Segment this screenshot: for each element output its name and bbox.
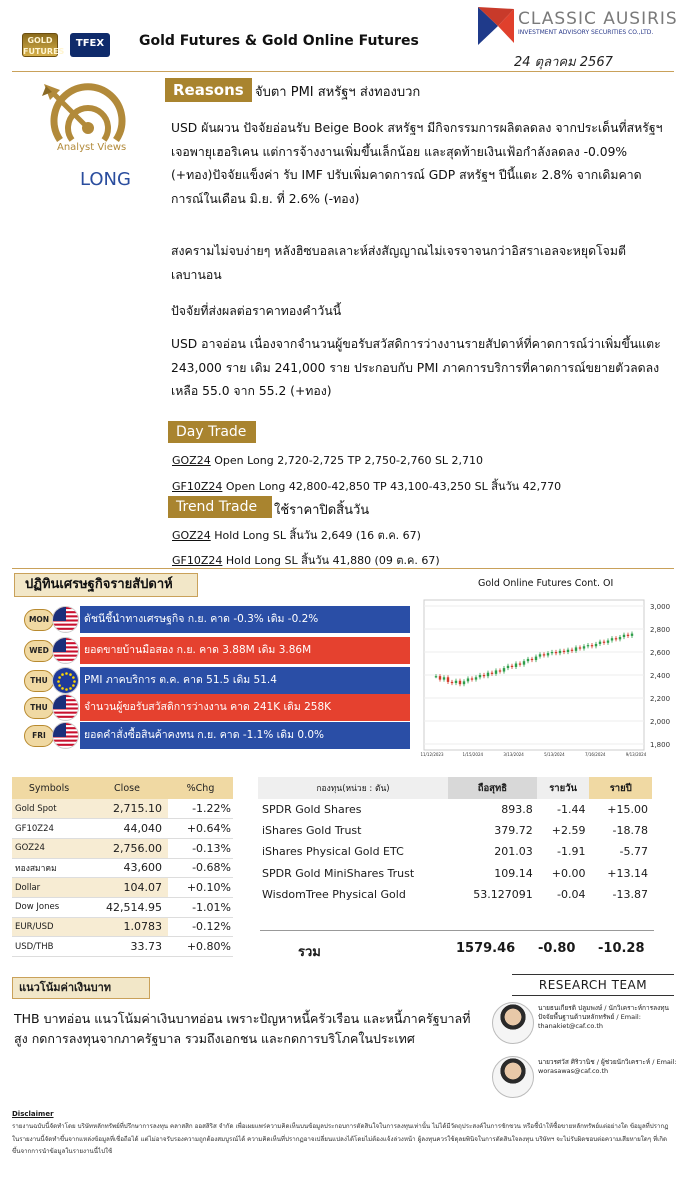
candle-body: [447, 677, 449, 682]
candle-body: [475, 677, 477, 679]
table-row: [12, 897, 233, 917]
calendar-event: [22, 666, 410, 696]
disclaimer-title: Disclaimer: [12, 1110, 54, 1118]
day-trade-line: [172, 477, 561, 495]
trade-symbol: GOZ24: [172, 454, 211, 467]
day-trade-tag: Day Trade: [168, 421, 256, 443]
candle-body: [463, 681, 465, 684]
symbol-cell: Dollar: [12, 878, 86, 898]
trend-trade-line: [172, 551, 440, 569]
close-cell: 1.0783: [86, 917, 168, 937]
chart-title: Gold Online Futures Cont. OI: [478, 578, 614, 589]
event-description: ยอดคำสั่งซื้อสินค้าคงทน ก.ย. คาด -1.1% เดิม 0.0%: [80, 722, 410, 749]
close-cell: 42,514.95: [86, 897, 168, 917]
table-row: [12, 838, 233, 858]
trend-trade-note: ใช้ราคาปิดสิ้นวัน: [274, 503, 370, 518]
us-flag-icon: [52, 722, 79, 749]
candle-body: [603, 642, 605, 643]
daily-change-cell: -1.91: [557, 845, 586, 859]
symbol-cell: GOZ24: [12, 838, 86, 858]
symbol-cell: Gold Spot: [12, 799, 86, 819]
change-cell: -0.68%: [168, 858, 233, 878]
event-day-badge: WED: [24, 640, 54, 662]
candle-body: [627, 635, 629, 636]
candle-body: [587, 645, 589, 646]
brand-subtitle: INVESTMENT ADVISORY SECURITIES CO.,LTD.: [518, 29, 654, 36]
candle-body: [467, 678, 469, 681]
change-cell: +0.10%: [168, 878, 233, 898]
daily-change-cell: +0.00: [551, 866, 586, 880]
x-tick-label: 3/13/2024: [503, 752, 524, 757]
candle-body: [519, 664, 521, 665]
total-divider: [260, 930, 654, 931]
net-holding-cell: 893.8: [501, 803, 533, 817]
x-tick-label: 9/13/2024: [625, 752, 647, 757]
column-header: กองทุน(หน่วย : ตัน): [258, 777, 448, 799]
calendar-event: [22, 721, 410, 751]
candle-body: [495, 670, 497, 673]
candle-body: [483, 675, 485, 676]
etf-total-row: [260, 934, 654, 964]
tfex-logo-text: TFEX: [75, 38, 105, 49]
candle-body: [523, 661, 525, 664]
candle-body: [583, 646, 585, 648]
table-row: [12, 799, 233, 819]
symbol-cell: USD/THB: [12, 937, 86, 957]
net-holding-cell: 109.14: [494, 866, 533, 880]
trade-symbol: GOZ24: [172, 529, 211, 542]
net-holding-cell: 53.127091: [473, 887, 533, 901]
eu-flag-icon: [52, 667, 79, 694]
calendar-event: [22, 693, 410, 723]
x-tick-label: 5/13/2024: [544, 752, 565, 757]
us-flag-icon: [52, 694, 79, 721]
thb-outlook-text: THB บาทอ่อน แนวโน้มค่าเงินบาทอ่อน เพราะปัญหาหนี้ครัวเรือน และหนี้ภาครัฐบาลที่สูง กดการลงทุนจากภาครัฐบาล รวมถึงเอกชน และกดการบริโภคในประเทศ: [14, 1011, 471, 1046]
y-tick-label: 2,600: [650, 649, 671, 657]
symbol-cell: Dow Jones: [12, 897, 86, 917]
brand-name: CLASSIC AUSIRIS: [518, 9, 678, 29]
close-cell: 2,756.00: [86, 838, 168, 858]
change-cell: -0.13%: [168, 838, 233, 858]
x-tick-label: 1/15/2024: [462, 752, 484, 757]
gold-price-chart: [418, 596, 682, 760]
fund-name-cell: WisdomTree Physical Gold: [262, 887, 406, 901]
candle-body: [591, 645, 593, 646]
symbol-cell: ทองสมาคม: [12, 858, 86, 878]
total-yearly: -10.28: [598, 941, 645, 956]
reason-paragraph: ปัจจัยที่ส่งผลต่อราคาทองคำวันนี้: [171, 304, 342, 318]
total-label: รวม: [298, 945, 321, 960]
y-tick-label: 1,800: [650, 741, 671, 749]
close-cell: 44,040: [86, 819, 168, 839]
candle-body: [623, 635, 625, 637]
header-divider: [12, 71, 674, 72]
y-tick-label: 2,200: [650, 695, 671, 703]
reason-paragraph: USD ผันผวน ปัจจัยอ่อนรับ Beige Book สหรัฐฯ มีกิจกรรมการผลิตลดลง จากประเด็นที่สหรัฐฯ เจอพายุเฮอริเคน แต่การจ้างงานเพิ่มขึ้นเล็กน้อย และสุดท้ายเงินเฟ้อกำลังลดลง -0.09% (+ทอง)ปัจจัยแข็งค่า รับ IMF ปรับเพิ่มคาดการณ์ GDP สหรัฐฯ ปีนี้แตะ 2.8% จากเดิมคาดการณ์ในเดือน มิ.ย. ที่ 2.6% (-ทอง): [171, 121, 663, 206]
candle-body: [499, 670, 501, 671]
daily-change-cell: -1.44: [557, 803, 586, 817]
net-holding-cell: 201.03: [494, 845, 533, 859]
change-cell: -1.22%: [168, 799, 233, 819]
x-tick-label: 7/16/2024: [584, 752, 606, 757]
column-header: Close: [86, 777, 168, 799]
section-divider: [12, 568, 674, 569]
change-cell: -1.01%: [168, 897, 233, 917]
event-description: PMI ภาคบริการ ต.ค. คาด 51.5 เดิม 51.4: [80, 667, 410, 694]
table-row: [258, 884, 652, 905]
daily-change-cell: -0.04: [557, 887, 586, 901]
column-header: รายวัน: [537, 777, 590, 799]
page-title: Gold Futures & Gold Online Futures: [139, 33, 419, 49]
candle-body: [535, 657, 537, 660]
trade-detail: Hold Long SL สิ้นวัน 2,649 (16 ต.ค. 67): [210, 529, 421, 542]
economic-calendar-title: ปฏิทินเศรษฐกิจรายสัปดาห์: [14, 573, 198, 597]
trade-symbol: GF10Z24: [172, 554, 223, 567]
us-flag-icon: [52, 637, 79, 664]
candle-body: [507, 666, 509, 668]
event-day-badge: FRI: [24, 725, 54, 747]
research-team-title: RESEARCH TEAM: [512, 974, 674, 996]
candle-body: [607, 641, 609, 643]
trend-trade-tag: Trend Trade: [168, 496, 272, 518]
column-header: รายปี: [589, 777, 652, 799]
table-header-row: [258, 777, 652, 799]
symbol-cell: EUR/USD: [12, 917, 86, 937]
candle-body: [479, 675, 481, 677]
candle-body: [503, 668, 505, 671]
candle-body: [515, 664, 517, 667]
close-cell: 43,600: [86, 858, 168, 878]
candle-body: [631, 634, 633, 636]
x-tick-label: 11/12/2023: [420, 752, 444, 757]
y-tick-label: 3,000: [650, 603, 671, 611]
candle-body: [487, 673, 489, 676]
table-header-row: [12, 777, 233, 799]
table-row: [12, 878, 233, 898]
event-day-badge: THU: [24, 670, 54, 692]
candle-body: [459, 681, 461, 684]
close-cell: 104.07: [86, 878, 168, 898]
table-row: [258, 841, 652, 862]
reasons-tag: Reasons: [165, 78, 252, 102]
trend-trade-line: [172, 526, 421, 544]
candle-body: [567, 650, 569, 652]
column-header: ถือสุทธิ: [448, 777, 537, 799]
candle-body: [471, 678, 473, 679]
gold-etf-holdings-table: [258, 777, 652, 905]
change-cell: +0.80%: [168, 937, 233, 957]
candle-body: [615, 638, 617, 639]
analyst-views-label: Analyst Views: [57, 142, 127, 153]
candle-body: [527, 659, 529, 661]
yearly-change-cell: -5.77: [619, 845, 648, 859]
calendar-event: [22, 636, 410, 666]
trade-detail: Open Long 42,800-42,850 TP 43,100-43,250 SL สิ้นวัน 42,770: [222, 480, 562, 493]
analyst-avatar: [492, 1002, 534, 1044]
y-tick-label: 2,000: [650, 718, 671, 726]
candle-body: [611, 638, 613, 640]
candle-body: [595, 644, 597, 646]
fund-name-cell: SPDR Gold Shares: [262, 803, 362, 817]
candle-body: [439, 676, 441, 679]
report-date: 24 ตุลาคม 2567: [514, 55, 613, 70]
yearly-change-cell: -18.78: [612, 824, 648, 838]
analyst-avatar: [492, 1056, 534, 1098]
trade-detail: Open Long 2,720-2,725 TP 2,750-2,760 SL 2,710: [210, 454, 484, 467]
trade-symbol: GF10Z24: [172, 480, 223, 493]
reason-paragraph: USD อาจอ่อน เนื่องจากจำนวนผู้ขอรับสวัสดิการว่างงานรายสัปดาห์ที่คาดการณ์ว่าเพิ่มขึ้นแตะ 243,000 ราย เดิม 241,000 ราย ประกอบกับ PMI ภาคการบริการที่คาดการณ์ขยายตัวลดลงเหลือ 55.0 จาก 55.2 (+ทอง): [171, 337, 661, 398]
analyst-contact: นายธนเกียรติ ปลูมพงษ์ / นักวิเคราะห์การลงทุนปัจจัยพื้นฐานด้านหลักทรัพย์ / Email: thanakiet@caf.co.th: [538, 1004, 669, 1030]
event-description: ยอดขายบ้านมือสอง ก.ย. คาด 3.88M เดิม 3.86M: [80, 637, 410, 664]
thb-outlook-title: แนวโน้มค่าเงินบาท: [12, 977, 150, 999]
candle-body: [555, 652, 557, 653]
symbol-cell: GF10Z24: [12, 819, 86, 839]
candle-body: [531, 659, 533, 660]
reason-paragraph: สงครามไม่จบง่ายๆ หลังฮิซบอลเลาะห์ส่งสัญญาณไม่เจรจาจนกว่าอิสราเอลจะหยุดโจมตีเลบานอน: [171, 244, 626, 282]
candle-body: [543, 654, 545, 655]
table-row: [12, 858, 233, 878]
change-cell: -0.12%: [168, 917, 233, 937]
net-holding-cell: 379.72: [494, 824, 533, 838]
candle-body: [539, 654, 541, 656]
candle-body: [579, 647, 581, 648]
candle-body: [599, 642, 601, 644]
candle-body: [547, 653, 549, 655]
trade-detail: Hold Long SL สิ้นวัน 41,880 (09 ต.ค. 67): [222, 554, 440, 567]
disclaimer-text: รายงานฉบับนี้จัดทำโดย บริษัทหลักทรัพย์ที่ปรึกษาการลงทุน คลาสสิก ออสสิริส จำกัด เพื่อเผยแพร่ความคิดเห็นบนข้อมูลประกอบการตัดสินใจในการลงทุนเท่านั้น ไม่ได้มีวัตถุประสงค์ในการชักชวน หรือชี้นำให้ซื้อขายหลักทรัพย์แต่อย่างใด ข้อมูลที่ปรากฏในรายงานนี้จัดทำขึ้นจากแหล่งข้อมูลที่เชื่อถือได้ แต่ไม่อาจรับรองความถูกต้องสมบูรณ์ได้ ความคิดเห็นที่ปรากฏอาจเปลี่ยนแปลงได้โดยไม่ต้องแจ้งล่วงหน้า ผู้ลงทุนควรใช้ดุลยพินิจในการตัดสินใจลงทุน บริษัทฯ จะไม่รับผิดชอบต่อความเสียหายใดๆ ที่เกิดขึ้นจากการนำข้อมูลในรายงานนี้ไปใช้: [12, 1123, 669, 1156]
candle-body: [443, 677, 445, 679]
yearly-change-cell: -13.87: [612, 887, 648, 901]
analyst-contact: นายวรศวัส ศิริวานิช / ผู้ช่วยนักวิเคราะห์ / Email: worasawas@caf.co.th: [538, 1058, 677, 1075]
daily-change-cell: +2.59: [551, 824, 586, 838]
close-cell: 2,715.10: [86, 799, 168, 819]
classic-ausiris-logo-icon: [476, 5, 516, 47]
candle-body: [559, 651, 561, 653]
gold-futures-logo-text: GOLD FUTURES: [23, 36, 65, 56]
tfex-logo: [70, 33, 110, 57]
table-row: [258, 820, 652, 841]
candle-body: [511, 666, 513, 667]
candle-body: [563, 651, 565, 652]
candle-body: [491, 673, 493, 674]
event-day-badge: THU: [24, 697, 54, 719]
symbols-table: [12, 777, 233, 957]
candle-body: [551, 652, 553, 653]
analyst-view-value: LONG: [80, 169, 131, 190]
y-tick-label: 2,800: [650, 626, 671, 634]
target-arrow-icon: [38, 82, 138, 142]
gold-futures-logo: [22, 33, 65, 57]
change-cell: +0.64%: [168, 819, 233, 839]
event-description: จำนวนผู้ขอรับสวัสดิการว่างงาน คาด 241K เดิม 258K: [80, 694, 410, 721]
day-trade-line: [172, 454, 483, 467]
table-row: [12, 819, 233, 839]
table-row: [258, 799, 652, 820]
event-description: ดัชนีชี้นำทางเศรษฐกิจ ก.ย. คาด -0.3% เดิม -0.2%: [80, 606, 410, 633]
us-flag-icon: [52, 606, 79, 633]
yearly-change-cell: +13.14: [607, 866, 648, 880]
candle-body: [435, 676, 437, 677]
candle-body: [571, 650, 573, 651]
total-net: 1579.46: [456, 941, 516, 956]
table-row: [12, 937, 233, 957]
table-row: [12, 917, 233, 937]
candle-body: [575, 647, 577, 650]
fund-name-cell: iShares Physical Gold ETC: [262, 845, 404, 859]
event-day-badge: MON: [24, 609, 54, 631]
yearly-change-cell: +15.00: [607, 803, 648, 817]
y-tick-label: 2,400: [650, 672, 671, 680]
calendar-event: [22, 605, 410, 635]
fund-name-cell: SPDR Gold MiniShares Trust: [262, 866, 415, 880]
column-header: %Chg: [168, 777, 233, 799]
candle-body: [619, 637, 621, 639]
column-header: Symbols: [12, 777, 86, 799]
candle-body: [451, 682, 453, 683]
total-daily: -0.80: [538, 941, 576, 956]
candle-body: [455, 681, 457, 683]
reasons-headline: จับตา PMI สหรัฐฯ ส่งทองบวก: [255, 85, 421, 100]
fund-name-cell: iShares Gold Trust: [262, 824, 362, 838]
close-cell: 33.73: [86, 937, 168, 957]
table-row: [258, 863, 652, 884]
